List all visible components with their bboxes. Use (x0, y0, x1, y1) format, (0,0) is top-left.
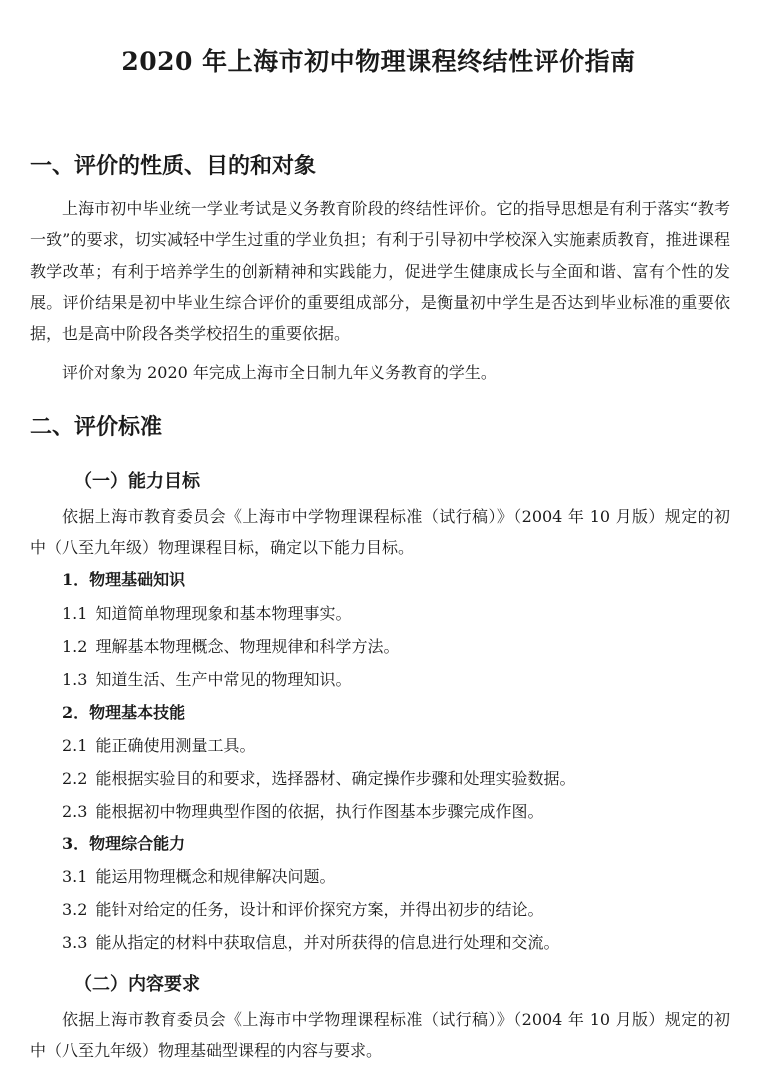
item-text: 知道生活、生产中常见的物理知识。 (95, 670, 352, 689)
item-number: 3.3 (62, 933, 88, 952)
item-text: 能针对给定的任务，设计和评价探究方案，并得出初步的结论。 (95, 900, 544, 919)
list-item (62, 732, 255, 760)
list-item (62, 798, 543, 826)
item-number: 1.1 (62, 604, 88, 623)
subsection-content-requirements-heading: （二）内容要求 (74, 974, 200, 995)
list-item (62, 600, 351, 628)
group-3-title: 3．物理综合能力 (62, 834, 186, 853)
item-text: 能运用物理概念和规律解决问题。 (95, 867, 336, 886)
item-text: 能从指定的材料中获取信息，并对所获得的信息进行处理和交流。 (95, 933, 560, 952)
item-text: 知道简单物理现象和基本物理事实。 (95, 604, 352, 623)
item-number: 1.2 (62, 637, 88, 656)
item-text: 理解基本物理概念、物理规律和科学方法。 (95, 637, 400, 656)
item-text: 能根据实验目的和要求，选择器材、确定操作步骤和处理实验数据。 (95, 769, 576, 788)
content-requirements-intro: 依据上海市教育委员会《上海市中学物理课程标准（试行稿）》（2004 年 10 月版）规定的初中（八至九年级）物理基础型课程的内容与要求。 (30, 1010, 730, 1061)
item-number: 1.3 (62, 670, 88, 689)
item-text: 能根据初中物理典型作图的依据，执行作图基本步骤完成作图。 (95, 802, 544, 821)
list-item (62, 765, 575, 793)
group-2-title: 2．物理基本技能 (62, 703, 186, 722)
item-number: 2.2 (62, 769, 88, 788)
item-number: 2.1 (62, 736, 88, 755)
list-item (62, 863, 335, 891)
item-number: 3.1 (62, 867, 88, 886)
section-2-heading: 二、评价标准 (30, 414, 163, 440)
list-item (62, 633, 399, 661)
document-title: 2020 年上海市初中物理课程终结性评价指南 (121, 47, 636, 76)
section-1-paragraph-2: 评价对象为 2020 年完成上海市全日制九年义务教育的学生。 (62, 363, 497, 382)
subsection-ability-goals-heading: （一）能力目标 (74, 471, 200, 492)
item-number: 3.2 (62, 900, 88, 919)
list-item (62, 666, 351, 694)
item-text: 能正确使用测量工具。 (95, 736, 256, 755)
group-1-title: 1．物理基础知识 (62, 570, 186, 589)
list-item (62, 896, 543, 924)
list-item (62, 929, 559, 957)
item-number: 2.3 (62, 802, 88, 821)
section-1-heading: 一、评价的性质、目的和对象 (30, 153, 317, 179)
ability-goals-intro: 依据上海市教育委员会《上海市中学物理课程标准（试行稿）》（2004 年 10 月版）规定的初中（八至九年级）物理课程目标，确定以下能力目标。 (30, 507, 730, 558)
section-1-paragraph-1: 上海市初中毕业统一学业考试是义务教育阶段的终结性评价。它的指导思想是有利于落实“教考一致”的要求，切实减轻中学生过重的学业负担；有利于引导初中学校深入实施素质教育，推进课程教学改革；有利于培养学生的创新精神和实践能力，促进学生健康成长与全面和谐、富有个性的发展。评价结果是初中毕业生综合评价的重要组成部分，是衡量初中学生是否达到毕业标准的重要依据，也是高中阶段各类学校招生的重要依据。 (30, 199, 730, 344)
